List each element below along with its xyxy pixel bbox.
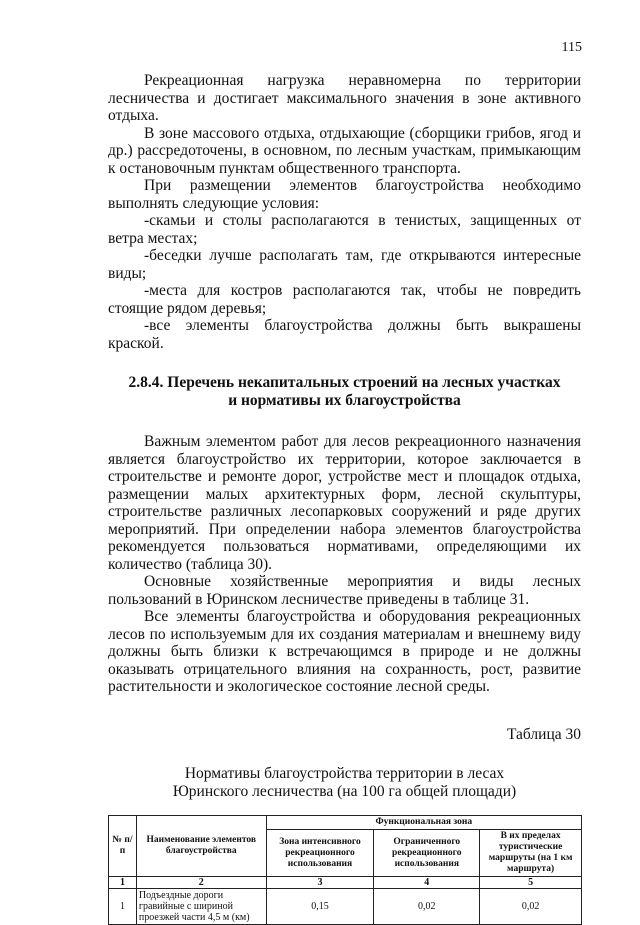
paragraph: В зоне массового отдыха, отдыхающие (сборщики грибов, ягод и др.) рассредоточены, в основном, по лесным участкам, примыкающим к остановочным пунктам общественного транспорта. bbox=[108, 124, 581, 177]
table-row bbox=[109, 889, 582, 925]
section-heading-line-2: и нормативы их благоустройства bbox=[228, 391, 461, 409]
section-heading bbox=[108, 374, 581, 409]
column-numbers-row bbox=[109, 877, 582, 889]
paragraph: Все элементы благоустройства и оборудования рекреационных лесов по используемым для их создания материалам и внешнему виду должны быть близки к встречающимся в природе и не должны оказывать отрицательного влияния на сохранность, рост, развитие растительности и экологическое состояние лесной среды. bbox=[108, 608, 581, 695]
table-title-line-1: Нормативы благоустройства территории в лесах bbox=[184, 765, 505, 782]
paragraph: Рекреационная нагрузка неравномерна по территории лесничества и достигает максимального значения в зоне активного отдыха. bbox=[108, 72, 581, 124]
column-number: 2 bbox=[136, 877, 266, 889]
table-title bbox=[108, 765, 581, 800]
paragraph: Важным элементом работ для лесов рекреационного назначения является благоустройство их территории, которое заключается в строительстве и ремонте дорог, устройстве мест и площадок отдыха, размещении малых архитектурных форм, лесной скульптуры, строительстве различных лесопарковых сооружений и ряде других мероприятий. При определении набора элементов благоустройства рекомендуется пользоваться нормативами, определяющими их количество (таблица 30). bbox=[108, 433, 581, 573]
paragraph: При размещении элементов благоустройства необходимо выполнять следующие условия: bbox=[108, 177, 581, 212]
column-number: 3 bbox=[266, 877, 374, 889]
norms-table bbox=[108, 815, 582, 925]
header-zone-intensive: Зона интенсивного рекреационного использования bbox=[266, 830, 374, 877]
row-value-limited: 0,02 bbox=[374, 889, 480, 925]
table-header-row bbox=[109, 816, 582, 830]
condition-item: -все элементы благоустройства должны быть выкрашены краской. bbox=[108, 317, 581, 352]
row-value-intensive: 0,15 bbox=[266, 889, 374, 925]
header-functional-zone: Функциональная зона bbox=[266, 816, 581, 830]
column-number: 4 bbox=[374, 877, 480, 889]
header-num: № п/п bbox=[109, 816, 137, 877]
column-number: 5 bbox=[480, 877, 582, 889]
page-body bbox=[108, 72, 581, 925]
header-zone-limited: Ограниченного рекреационного использования bbox=[374, 830, 480, 877]
page-number: 115 bbox=[561, 40, 582, 55]
condition-item: -места для костров располагаются так, чтобы не повредить стоящие рядом деревья; bbox=[108, 282, 581, 317]
header-zone-routes: В их пределах туристические маршруты (на 1 км маршрута) bbox=[480, 830, 582, 877]
table-title-line-2: Юринского лесничества (на 100 га общей площади) bbox=[172, 782, 517, 800]
paragraph: Основные хозяйственные мероприятия и виды лесных пользований в Юринском лесничестве приведены в таблице 31. bbox=[108, 573, 581, 608]
column-number: 1 bbox=[109, 877, 137, 889]
row-name: Подъездные дороги гравийные с шириной проезжей части 4,5 м (км) bbox=[136, 889, 266, 925]
section-heading-line-1: 2.8.4. Перечень некапитальных строений на лесных участках bbox=[128, 374, 561, 391]
header-name: Наименование элементов благоустройства bbox=[136, 816, 266, 877]
row-value-routes: 0,02 bbox=[480, 889, 582, 925]
table-label: Таблица 30 bbox=[506, 725, 581, 743]
row-num: 1 bbox=[109, 889, 137, 925]
condition-item: -беседки лучше располагать там, где открываются интересные виды; bbox=[108, 247, 581, 282]
condition-item: -скамьи и столы располагаются в тенистых, защищенных от ветра местах; bbox=[108, 212, 581, 247]
